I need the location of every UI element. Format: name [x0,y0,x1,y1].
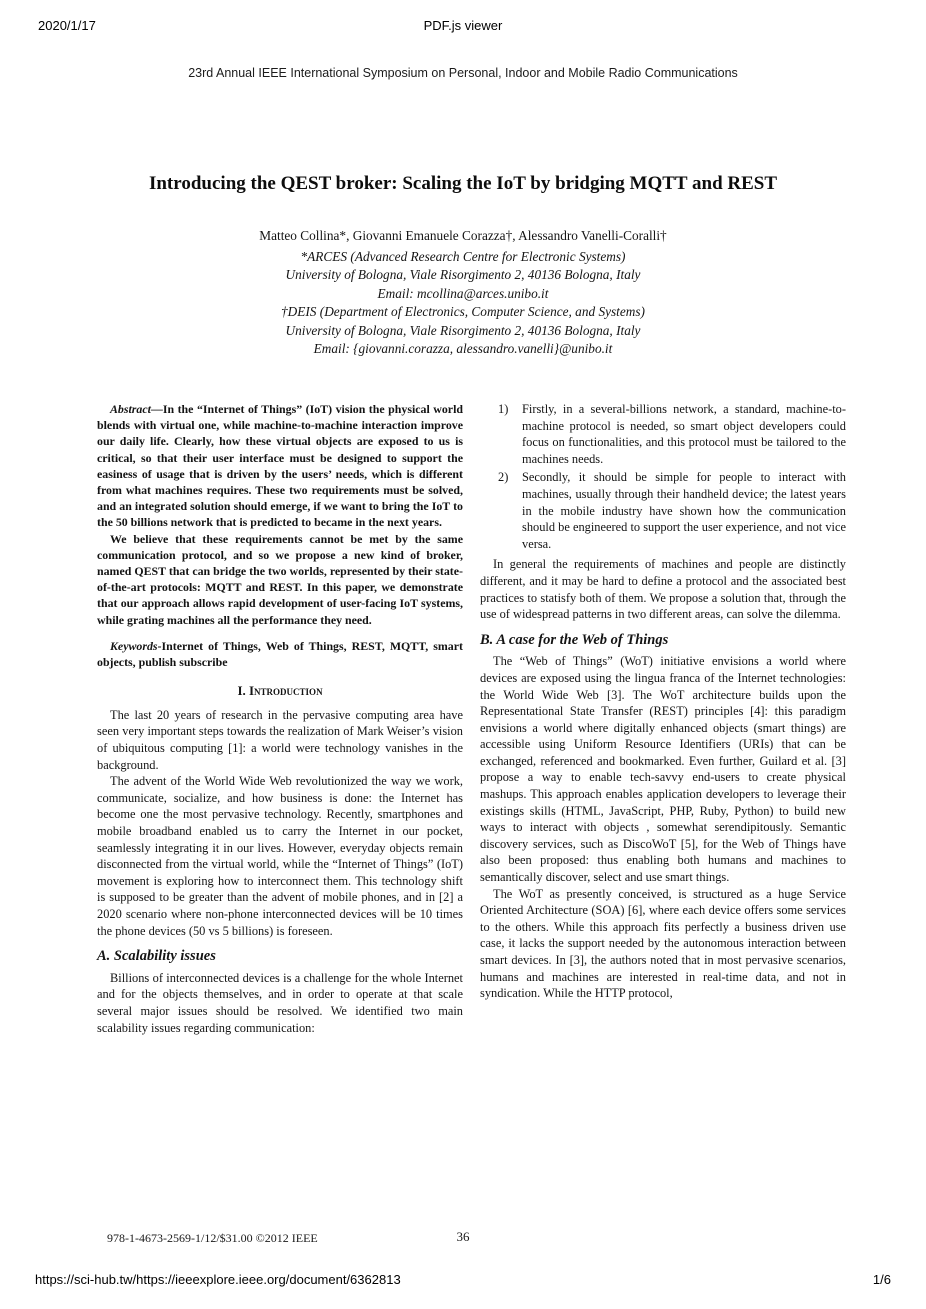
subsection-a-paragraph-1: Billions of interconnected devices is a challenge for the whole Internet and for the objects themselves, and in order to operate at that scale several major issues should be resolved. We identified two main scalability issues regarding communication: [97,970,463,1035]
subsection-b-paragraph-1: The “Web of Things” (WoT) initiative envisions a world where devices are exposed using the lingua franca of the Internet technologies: the World Wide Web [3]. The WoT architecture builds upon the Representational State Transfer (REST) principles [4]: this paradigm envisions a world where digitally enhanced objects (smart things) are accessible using Uniform Resource Identifiers (URIs) that can be exchanged, referenced and bookmarked. Even further, Guilard et al. [3] propose a way to enable tech-savvy end-users to create physical mashups. This approach enables application developers to leverage their existings skills (HTML, JavaScript, PHP, Ruby, Python) to build new ways to interact with objects , somewhat serendipitously. Semantic discovery services, such as DiscoWoT [5], for the Web of Things have also been proposed: thus enabling both humans and machines to semantically discover, select and use smart things. [480,654,846,885]
paper-body [97,401,846,1036]
affiliation-2-university: University of Bologna, Viale Risorgimento 2, 40136 Bologna, Italy [285,322,641,338]
keywords-line [97,638,463,670]
list-text-1: Firstly, in a several-billions network, a standard, machine-to-machine protocol is needed, so smart object developers could focus on functionalities, and this protocol must be tailored to the machines needs. [522,402,846,466]
keywords-text: Internet of Things, Web of Things, REST, MQTT, smart objects, publish subscribe [97,638,463,670]
affiliation-1-university: University of Bologna, Viale Risorgimento 2, 40136 Bologna, Italy [285,267,641,282]
abstract-paragraph-2: We believe that these requirements cannot be met by the same communication protocol, and so we propose a new kind of broker, named QEST that can bridge the two worlds, represented by their state-of-the-art protocols: MQTT and REST. In this paper, we demonstrate that our approach allows rapid development of user-facing IoT systems, while grating machines all the performance they need. [97,531,463,627]
abstract-label: Abstract— [110,402,163,416]
affiliation-2-name: †DEIS (Department of Electronics, Computer Science, and Systems) [281,304,645,319]
left-column [97,401,463,1036]
abstract-text-1: In the “Internet of Things” (IoT) vision the physical world blends with virtual one, while machine-to-machine interaction improve our daily life. Clearly, how these virtual objects are exposed to us is critical, so that their user interface must be designed to support the easiness of usage that is driven by the users’ needs, which is different from what machines requires. These two requirements must be solved, and an integrated solution should emerge, if we want to bring the IoT to the 50 billions network that is predicted to became in the next years. [97,402,463,530]
abstract-paragraph-1 [97,401,463,531]
conference-header: 23rd Annual IEEE International Symposium on Personal, Indoor and Mobile Radio Communications [188,66,738,80]
intro-paragraph-2: The advent of the World Wide Web revolutionized the way we work, communicate, socialize, and how business is done: the Internet has become one the most pervasive technology. Recently, smartphones and mobile broadband enabled us to carry the Internet in our pocket, seamlessly integrating it in our lives. However, everyday objects remain disconnected from the virtual world, while the “Internet of Things” (IoT) movement is exploring how to interconnect them. This technology shift is supposed to be greater than the advent of mobile phones, and in [2] a 2020 scenario where non-phone interconnected devices will be 10 times the phone devices (50 vs 5 billions) is foreseen. [97,774,463,938]
page-indicator: 1/6 [872,1272,891,1287]
print-date: 2020/1/17 [38,18,96,33]
copyright-notice: 978-1-4673-2569-1/12/$31.00 ©2012 IEEE [107,1231,318,1245]
list-marker-1: 1) [498,402,509,416]
keywords-label: Keywords- [110,638,162,653]
source-url: https://sci-hub.tw/https://ieeexplore.ieee.org/document/6362813 [35,1272,401,1287]
page-number: 36 [456,1229,470,1244]
paper-title: Introducing the QEST broker: Scaling the IoT by bridging MQTT and REST [148,173,778,194]
subsection-a-heading: A. Scalability issues [97,948,216,965]
right-paragraph-1: In general the requirements of machines and people are distinctly different, and it may be hard to define a protocol and the associated best practices to statisfy both of them. We propose a solution that, through the use of widespread patterns in two different areas, can solve the dilemma. [480,557,846,622]
subsection-b-heading: B. A case for the Web of Things [480,631,669,648]
affiliation-1-name: *ARCES (Advanced Research Centre for Electronic Systems) [300,248,626,264]
viewer-title: PDF.js viewer [423,18,503,33]
list-item-2 [480,469,846,552]
list-text-2: Secondly, it should be simple for people to interact with machines, usually through their handheld device; the latest years in the mobile industry have shown how the communication should be engineered to support the user experience, and not vice versa. [522,470,846,551]
right-column [480,401,846,1036]
subsection-b-paragraph-2: The WoT as presently conceived, is structured as a huge Service Oriented Architecture (SOA) [6], where each device offers some services to the others. While this approach fits perfectly a business driven use case, it lacks the support needed by the autonomous interaction between smart devices. In [3], the authors noted that in most pervasive scenarios, humans and machines are interested in real-time data, and not in syndication. While the HTTP protocol, [480,886,846,1001]
intro-paragraph-1: The last 20 years of research in the pervasive computing area have seen very important steps towards the realization of Mark Weiser’s vision of ubiquitous computing [1]: a world were technology vanishes in the background. [97,707,463,772]
section-1-heading: I. Introduction [237,683,323,699]
list-marker-2: 2) [498,470,509,485]
authors-block [0,227,926,359]
print-header [0,18,926,36]
affiliation-1-email: Email: mcollina@arces.unibo.it [377,285,549,301]
affiliation-2-email: Email: {giovanni.corazza, alessandro.vanelli}@unibo.it [313,341,613,356]
list-item-1 [480,401,846,467]
print-footer [35,1272,891,1287]
authors-line: Matteo Collina*, Giovanni Emanuele Corazza†, Alessandro Vanelli-Coralli† [259,228,667,243]
